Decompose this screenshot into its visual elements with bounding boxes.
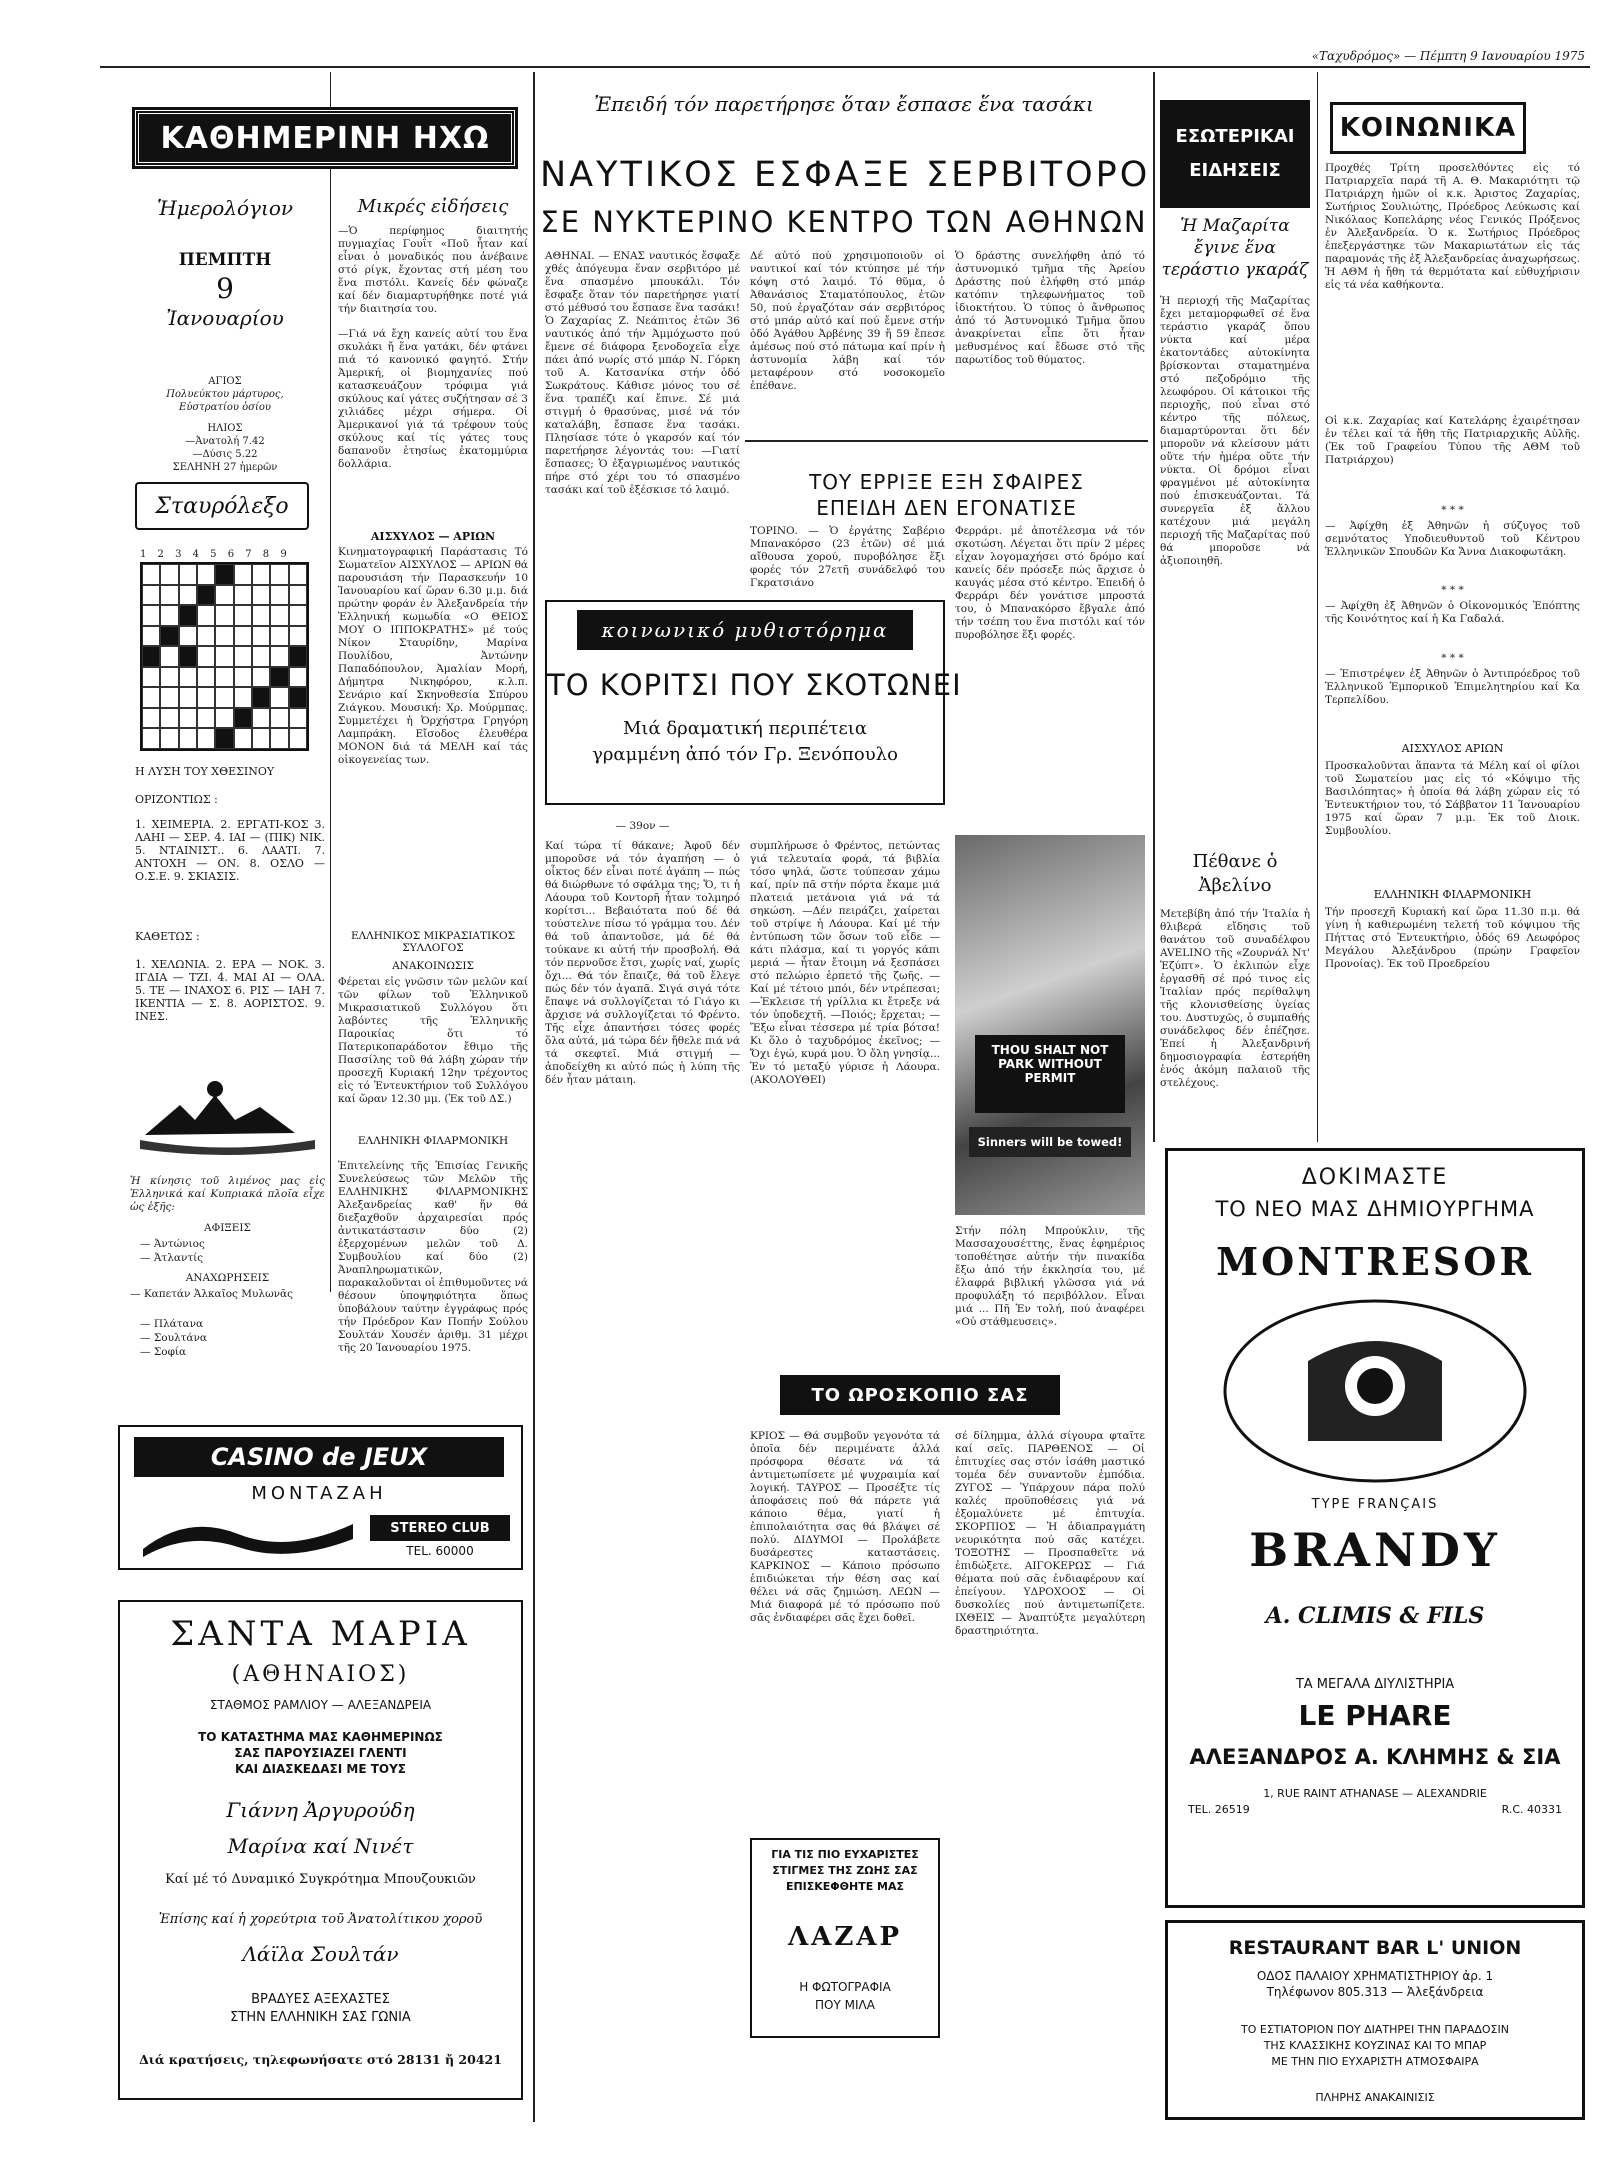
- union-footer: ΠΛΗΡΗΣ ΑΝΑΚΑΙΝΙΣΙΣ: [1315, 2091, 1435, 2104]
- crossword-cell[interactable]: [252, 708, 270, 729]
- social-separator: * * *: [1441, 652, 1464, 664]
- brandy-distillery: ΤΑ ΜΕΓΑΛΑ ΔΙΥΛΙΣΤΗΡΙΑ: [1295, 1677, 1455, 1692]
- crossword-cell[interactable]: [252, 626, 270, 647]
- crossword-cell[interactable]: [179, 626, 197, 647]
- santa-maria-dancer: Λάϊλα Σουλτάν: [242, 1942, 399, 1966]
- serial-text: Καί τώρα τί θάκανε; Ἀφοῦ δέν μποροῦσε νά τόν ἀγαπήση — ὁ οἶκτος δέν εἶναι ποτέ ἀγάπη — πώς θά διώρθωνε τό σφάλμα της; Ὅ, τι ἡ Λάουρα τοῦ Κοντορῆ ἦταν τολμηρό κορίτσι... Βεβαιότατα πού δέ θά τούστελνε πίσω τό γράμμα του. Δέν θά τοῦ ἀπαντοῦσε, μά δέ θά τούκανε κι αὐτή τήν προσβολή. Θά τόν περνοῦσε ἔτσι, χωρίς ναί, χωρίς ὄχι... Θά τόν ἔπαιζε, θά τοῦ ἔλεγε πώς δέν τόν ἀγαπᾶ. Σιγά σιγά τότε ἔπαψε νά συλλογίζεται τό Γιάγο κι ἄρχισε νά συλλογίζεται τό Φρέντο. Τῆς εἶχε ἀπαντήσει τόσες φορές ὅλα αὐτά, μά τώρα δέν ἤθελε πιά νά τά σκεφτεῖ. Μιά στιγμή — ἀποδείχθη κι αὐτό πώς ἡ λύπη τῆς δέν ἦταν μάταιη.: [545, 840, 740, 1086]
- crossword-cell[interactable]: [234, 626, 252, 647]
- domestic-banner-line: ΕΣΩΤΕΡΙΚΑΙ: [1175, 126, 1295, 147]
- crossword-cell[interactable]: [252, 585, 270, 606]
- crossword-cell[interactable]: [270, 687, 288, 708]
- casino-ad: [118, 1425, 523, 1570]
- santa-maria-sub: (ΑΘΗΝΑΙΟΣ): [231, 1662, 410, 1687]
- sun-label: ΗΛΙΟΣ: [207, 423, 243, 434]
- crossword-cell[interactable]: [289, 564, 307, 585]
- crossword-cell[interactable]: [197, 605, 215, 626]
- lazar-line: Η ΦΩΤΟΓΡΑΦΙΑ: [799, 1980, 891, 1994]
- lion-crest-icon: [1198, 1291, 1552, 1491]
- crossword-cell[interactable]: [289, 667, 307, 688]
- down-text: 1. ΧΕΛΩΝΙΑ. 2. ΕΡΑ — ΝΟΚ. 3. ΙΓΔΙΑ — ΤΖΙ. 4. ΜΑΙ ΑΙ — ΟΛΑ. 5. ΤΕ — ΙΝΑΧΟΣ 6. ΡΙΣ — ΙΑΗ 7. ΙΚΕΝΤΙΑ — Σ. 8. ΑΟΡΙΣΤΟΣ. 9. ΙΝΕΣ.: [135, 958, 325, 1023]
- santa-maria-station: ΣΤΑΘΜΟΣ ΡΑΜΛΙΟΥ — ΑΛΕΞΑΝΔΡΕΙΑ: [209, 1698, 432, 1712]
- calendar-weekday: ΠΕΜΠΤΗ: [178, 250, 272, 270]
- santa-maria-booking: Διά κρατήσεις, τηλεφωνήσατε στό 28131 ἤ 20421: [139, 2052, 502, 2067]
- lazar-line: ΓΙΑ ΤΙΣ ΠΙΟ ΕΥΧΑΡΙΣΤΕΣ: [771, 1848, 919, 1861]
- sunset: —Δύσις 5.22: [192, 449, 258, 460]
- calendar-month: Ἰανουαρίου: [166, 306, 284, 330]
- crossword-cell[interactable]: [289, 605, 307, 626]
- photo-caption: Στήν πόλη Μπρούκλιν, τῆς Μασσαχουσέττης, ἕνας ἐφημέριος τοποθέτησε αὐτήν τήν πινακίδα ἔξω ἀπό τήν ἐκκλησία του, μέ ἐλαφρά βιβλική γλῶσσα γιά νά προφυλάξη τό περιβόλλον. Εἶναι μιά ... Πῆ Ἐν τολή, πού ἀναφέρει «Οὐ στάθμευσεις».: [955, 1225, 1145, 1328]
- crossword-cell[interactable]: [215, 564, 233, 585]
- horoscope-title: ΤΟ ΩΡΟΣΚΟΠΙΟ ΣΑΣ: [780, 1375, 1060, 1415]
- crossword-cell[interactable]: [160, 728, 178, 749]
- santa-maria-nights: ΒΡΑΔΥΕΣ ΑΞΕΧΑΣΤΕΣ: [251, 1992, 390, 2007]
- lead-headline: ΝΑΥΤΙΚΟΣ ΕΣΦΑΞΕ ΣΕΡΒΙΤΟΡΟ: [540, 155, 1151, 195]
- crossword-cell[interactable]: [252, 728, 270, 749]
- santa-maria-corner: ΣΤΗΝ ΕΛΛΗΝΙΚΗ ΣΑΣ ΓΩΝΙΑ: [230, 2010, 411, 2025]
- across-label: ΟΡΙΖΟΝΤΙΩΣ :: [135, 793, 218, 806]
- church-photo: [955, 835, 1145, 1215]
- brandy-line: ΔΟΚΙΜΑΣΤΕ: [1301, 1165, 1449, 1190]
- crossword-cell[interactable]: [142, 687, 160, 708]
- crossword-title: Σταυρόλεξο: [135, 482, 309, 530]
- news-text: —Ὁ περίφημος διαιτητής πυγμαχίας Γουΐτ «Ποῦ ἦταν καί εἶναι ὁ μοναδικός που ἀνέβαινε στό ρίγκ, ἔχοντας στή μέση του ἕνα πιστόλι. Κανείς δέν φώναζε καί δέν διαμαρτυρήθηκε ποτέ γιά τήν διαιτησία του.: [338, 225, 528, 315]
- crossword-cell[interactable]: [234, 687, 252, 708]
- union-line: ΜΕ ΤΗΝ ΠΙΟ ΕΥΧΑΡΙΣΤΗ ΑΤΜΟΣΦΑΙΡΑ: [1271, 2055, 1479, 2068]
- saint-text: Πολυεύκτου μάρτυρος, Εὐστρατίου ὁσίου: [166, 389, 284, 413]
- crossword-cell[interactable]: [197, 646, 215, 667]
- union-line: ΤΟ ΕΣΤΙΑΤΟΡΙΟΝ ΠΟΥ ΔΙΑΤΗΡΕΙ ΤΗΝ ΠΑΡΑΔΟΣΙΝ: [1241, 2023, 1509, 2036]
- crossword-cell[interactable]: [142, 564, 160, 585]
- serial-header: [545, 600, 962, 805]
- arrival-item: — Ἀντώνιος: [140, 1238, 205, 1250]
- brandy-ad: [1165, 1148, 1585, 1908]
- crossword-cell[interactable]: [252, 605, 270, 626]
- brandy-line: ΤΟ ΝΕΟ ΜΑΣ ΔΗΜΙΟΥΡΓΗΜΑ: [1215, 1197, 1535, 1221]
- social-title: ΚΟΙΝΩΝΙΚΑ: [1330, 102, 1526, 154]
- social-philharmonic-title: ΕΛΛΗΝΙΚΗ ΦΙΛΑΡΜΟΝΙΚΗ: [1373, 888, 1532, 901]
- crossword-cell[interactable]: [252, 646, 270, 667]
- crossword-cell[interactable]: [215, 646, 233, 667]
- brandy-rc: R.C. 40331: [1501, 1803, 1562, 1816]
- shooting-text: ΤΟΡΙΝΟ. — Ὁ ἐργάτης Σαβέριο Μπανακόρσο (23 ἐτῶν) σέ μιά αἴθουσα χορού, πυροβόλησε ἕξι φορές τόν 27ετῆ συνάδελφό του Γκρατσιάνο: [750, 525, 945, 589]
- crossword-cell[interactable]: [197, 687, 215, 708]
- crossword-cell[interactable]: [270, 564, 288, 585]
- brandy-maker: A. CLIMIS & FILS: [1265, 1603, 1485, 1629]
- header-rule: [100, 66, 1590, 68]
- down-label: ΚΑΘΕΤΩΣ :: [135, 930, 200, 943]
- mikrasia-text: Φέρεται εἰς γνῶσιν τῶν μελῶν καί τῶν φίλων τοῦ Ἑλληνικοῦ Μικρασιατικοῦ Συλλόγου ὅτι λαβόντες τῆς Ἑλληνικῆς Παροικίας ὅτι τό Πατερικοπαράδοτον ἔθιμο τῆς Πασσίλης τοῦ θά λάβη χώραν τήν προσεχῆ Κυριακή 12ην τρέχοντος εἰς τό Ἐντευκτήριον τοῦ Συλλόγου καί ὥραν 12.30 μμ. (Ἐκ τοῦ ΔΣ.): [338, 976, 528, 1105]
- lazar-line: ΕΠΙΣΚΕΦΘΗΤΕ ΜΑΣ: [785, 1880, 905, 1893]
- arrivals-label: ΑΦΙΞΕΙΣ: [204, 1222, 251, 1234]
- santa-maria-name: ΣΑΝΤΑ ΜΑΡΙΑ: [170, 1614, 471, 1654]
- domestic-story-title: Ἡ Μαζαρίτα ἔγινε ἕνα τεράστιο γκαράζ: [1161, 216, 1309, 280]
- crossword-cell[interactable]: [160, 646, 178, 667]
- story-rule: [745, 440, 1148, 442]
- column-rule: [1153, 72, 1155, 1142]
- crossword-cell[interactable]: [252, 687, 270, 708]
- lazar-line: ΣΤΙΓΜΕΣ ΤΗΣ ΖΩΗΣ ΣΑΣ: [772, 1864, 918, 1877]
- crossword-numbers: 1 2 3 4 5 6 7 8 9: [140, 549, 291, 560]
- domestic-story-title: Πέθανε ὁ Ἀβελίνο: [1192, 851, 1278, 896]
- shooting-headline: ΤΟΥ ΕΡΡΙΞΕ ΕΞΗ ΣΦΑΙΡΕΣ: [809, 470, 1084, 494]
- crossword-cell[interactable]: [234, 605, 252, 626]
- brandy-brand: MONTRESOR: [1216, 1239, 1534, 1284]
- union-address: ΟΔΟΣ ΠΑΛΑΙΟΥ ΧΡΗΜΑΤΙΣΤΗΡΙΟΥ ἀρ. 1: [1256, 1969, 1494, 1983]
- santa-maria-line: ΚΑΙ ΔΙΑΣΚΕΔΑΣΙ ΜΕ ΤΟΥΣ: [235, 1762, 406, 1776]
- casino-tel: TEL. 60000: [406, 1544, 474, 1558]
- departure-item: — Πλάτανα: [140, 1318, 204, 1330]
- serial-text: συμπλήρωσε ὁ Φρέντος, πετώντας γιά τελευταία φορά, τά βιβλία τόσο ψηλά, ὥστε τούπεσαν χάμω καί, πρίν πᾶ στήν πόρτα ἔκαμε μιά πλατειά μετάνοια γιά νά τά σηκώση. —Δέν πειράζει, χαίρεται τοῦ στρίψε ἡ Λάουρα. Καί μέ τήν ἐντύπωση τῶν ὅσων τοῦ εἶδε — κάτι πλάσμα, καί τι γοργός κάπι μεριά — ἦταν ἔτοιμη νά ξεσπάσει στό πελώριο ἑρπετό τῆς ζωῆς. —Καί μέ τέτοιο μπόι, δέν ντρέπεσαι; —Ἐκλεισε τή γρίλλια κι ἔτρεξε νά τόν ὑποδεχτῆ. —Ποιός; ἔρχεται; —Ἔξω εἶναι τέσσερα μέ τρία βότσα! Κι ὅλο ὁ ταχυδρόμος ἐκεῖνος; —Ὄχι ἐγώ, κυρά μου. Ὁ ὄλη γνησίᾳ... Ἐν τό μεταξύ γύρισε ἡ Λάουρα. (ΑΚΟΛΟΥΘΕΙ): [750, 840, 940, 1086]
- crossword-cell[interactable]: [215, 626, 233, 647]
- crossword-cell[interactable]: [289, 708, 307, 729]
- crossword-cell[interactable]: [160, 708, 178, 729]
- union-name: RESTAURANT BAR L' UNION: [1228, 1937, 1522, 1959]
- crossword-cell[interactable]: [289, 687, 307, 708]
- social-aischylos-title: ΑΙΣΧΥΛΟΣ ΑΡΙΩΝ: [1401, 742, 1504, 755]
- casino-name: CASINO de JEUX: [134, 1437, 504, 1477]
- port-intro: Ἡ κίνησις τοῦ λιμένος μας εἰς Ἑλληνικά καί Κυπριακά πλοῖα εἶχε ὡς ἑξῆς:: [130, 1175, 325, 1213]
- social-text: Οἱ κ.κ. Ζαχαρίας καί Κατελάρης ἐχαιρέτησαν ἐν τέλει καί τά ἤθη τῆς Πατριαρχικῆς Αὐλῆς. (Ἐκ τοῦ Γραφείου Τύπου τῆς ΑΘΜ τοῦ Πατριάρχου): [1325, 415, 1580, 466]
- departures-label: ΑΝΑΧΩΡΗΣΕΙΣ: [185, 1272, 270, 1284]
- casino-place: MONTAZAH: [251, 1483, 387, 1504]
- crossword-cell[interactable]: [160, 564, 178, 585]
- santa-maria-dance: Ἐπίσης καί ἡ χορεύτρια τοῦ Ἀνατολίτικου χοροῦ: [158, 1912, 483, 1927]
- social-text: — Ἐπιστρέψεν ἐξ Ἀθηνῶν ὁ Ἀντιπρόεδρος τοῦ Ἑλληνικοῦ Ἐμπορικοῦ Ἐπιμελητηρίου καί Κα Τερπελίδου.: [1325, 668, 1580, 706]
- crossword-cell[interactable]: [289, 728, 307, 749]
- santa-maria-line: ΣΑΣ ΠΑΡΟΥΣΙΑΖΕΙ ΓΛΕΝΤΙ: [234, 1746, 407, 1760]
- santa-maria-line: ΤΟ ΚΑΤΑΣΤΗΜΑ ΜΑΣ ΚΑΘΗΜΕΡΙΝΩΣ: [198, 1730, 443, 1744]
- crossword-cell[interactable]: [179, 585, 197, 606]
- lead-text: ΑΘΗΝΑΙ. — ΕΝΑΣ ναυτικός ἔσφαξε χθές ἀπόγευμα ἕναν σερβιτόρο μέ ἕνα σπασμένο μπουκάλι. Τόν ἔσφαξε ὅταν τόν παρετήρησε γιατί στό μέθυσό του ἔσπασε ἕνα τασάκι! Ὁ Ζαχαρίας Ζ. Νεάπιτος ἐτῶν 36 ναυτικός ἀπό τήν Ἀμμόχωστο πού ἔμενε σέ διάφορα ξενοδοχεῖα εἶχε πάει ἀπό νωρίς στό μπάρ Ν. Γόρκη τοῦ Α. Κατσανίκα στήν ὁδό Σωκράτους. Κάθισε μόνος του σέ ἕνα τραπέζι καί ἔπινε. Σέ μιά στιγμή ὁ θρασύνας, μισέ νά τόν καταλάβη, ἔσπασε ἕνα τασάκι. Πλησίασε τότε ὁ γκαρσόν καί τόν παρετήρησε λέγοντάς του: —Γιατί ἔσπασες; Ὁ ἐξαγριωμένος ναυτικός πήρε στό χέρι του τό σπασμένο τασάκι καί τοῦ ἐξέσκισε τό λαιμό.: [545, 250, 740, 496]
- lead-kicker: Ἐπειδή τόν παρετήρησε ὅταν ἔσπασε ἕνα τασάκι: [594, 92, 1094, 116]
- brandy-address: 1, RUE RAINT ATHANASE — ALEXANDRIE: [1263, 1787, 1487, 1800]
- moon-phase: ΣΕΛΗΝΗ 27 ἡμερῶν: [172, 462, 278, 473]
- crossword-cell[interactable]: [142, 708, 160, 729]
- brandy-le-phare: LE PHARE: [1298, 1699, 1452, 1732]
- paper-date: «Ταχυδρόμος» — Πέμπτη 9 Ιανουαρίου 1975: [1311, 50, 1585, 63]
- domestic-story-text: Ἡ περιοχή τῆς Μαζαρίτας ἔχει μεταμορφωθεῖ σέ ἕνα τεράστιο γκαράζ ὅπου νύκτα καί μέρα ἑκατοντάδες αὐτοκίνητα βρίσκονται σταματημένα στό πεζοδρόμιο τῆς λεωφόρου. Οἱ κάτοικοι τῆς περιοχῆς, πού εἶναι στό κέντρο τῆς πόλεως, διαμαρτύρονται ὅτι δέν μποροῦν νά κλείσουν μάτι οὔτε τήν ἡμέρα οὔτε τήν νύκτα. Οἱ δρόμοι εἶναι φραγμένοι μέ αὐτοκίνητα πού ἐπισκευάζονται. Τά συνεργεῖα ἐξ ἄλλου κατέχουν μιά μεγάλη περιοχή τῆς Μαζαρίτας πού θά μποροῦσε νά ἀξιοποιηθῆ.: [1160, 295, 1310, 567]
- crossword-cell[interactable]: [215, 585, 233, 606]
- crossword-cell[interactable]: [215, 708, 233, 729]
- sunrise: —Ἀνατολή 7.42: [185, 436, 265, 447]
- crossword-cell[interactable]: [197, 708, 215, 729]
- crossword-cell[interactable]: [234, 728, 252, 749]
- crossword-cell[interactable]: [289, 626, 307, 647]
- parking-sign: THOU SHALT NOT PARK WITHOUT PERMIT: [975, 1035, 1125, 1113]
- ship-icon: [135, 1065, 320, 1160]
- philharmonic-text: Ἐπιτελείνης τῆς Ἐπισίας Γενικῆς Συνελεύσεως τῶν Μελῶν τῆς ΕΛΛΗΝΙΚΗΣ ΦΙΛΑΡΜΟΝΙΚΗΣ Ἀλεξανδρείας καθ' ἥν θά διεξαχθοῦν ἀρχαιρεσίαι πρός ἀντικατάστασιν δύο (2) ἐξερχομένων μελῶν τοῦ Δ. Συμβουλίου καί δύο (2) Ἀναπληρωματικῶν, παρακαλοῦνται οἱ ἐπιθυμοῦντες νά θέσουν ὑποψηφιότητα ὅπως ὑποβάλουν ταύτην ἐγγράφως πρός τήν Πρόεδρον Καν Ποπήν Σούλου Σουλτάν Χουσέν ἀριθμ. 31 μέχρι τῆς 20 Ἰανουαρίου 1975.: [338, 1160, 528, 1354]
- lead-text: Ὁ δράστης συνελήφθη ἀπό τό ἀστυνομικό τμῆμα τῆς Ἀρείου Δράστης πού ἐλήφθη στό μπάρ κατόπιν τηλεφωνήματος τοῦ ἰδιοκτήτου. Ὁ τύπος ὁ ἄνθρωπος ἀπό τό Ἀστυνομικό Τμῆμα ὅπου ἀνακρίνεται εἶπε ὅτι ἦταν μεθυσμένος καί ἔδωσε στό τῆς παρωτίδος τοῦ θύματος.: [955, 250, 1145, 366]
- lead-headline: ΣΕ ΝΥΚΤΕΡΙΝΟ ΚΕΝΤΡΟ ΤΩΝ ΑΘΗΝΩΝ: [540, 205, 1148, 239]
- crossword-cell[interactable]: [179, 728, 197, 749]
- saint-label: ΑΓΙΟΣ: [208, 376, 242, 387]
- crossword-cell[interactable]: [179, 605, 197, 626]
- crossword-cell[interactable]: [234, 646, 252, 667]
- serial-subtitle: Μιά δραματική περιπέτεια: [622, 718, 867, 739]
- shooting-text: Φερράρι. μέ ἀποτέλεσμα νά τόν σκοτώση. Λέγεται ὅτι πρίν 2 μέρες εἶχαν λογομαχήσει στό δρόμο καί κανείς δέν πρόσεξε πώς ἄρχισε ὁ καυγάς μέσα στό κέντρο. Ἐπειδή ὁ Φερράρι δέν γονάτισε μπροστά του, ὁ Μπανακόρσο ἔβγαλε ἀπό τήν τσέπη του ἕνα πιστόλι καί τόν πυροβόλησε ἕξι φορές.: [955, 525, 1145, 641]
- union-line: ΤΗΣ ΚΛΑΣΣΙΚΗΣ ΚΟΥΖΙΝΑΣ ΚΑΙ ΤΟ ΜΠΑΡ: [1263, 2039, 1487, 2052]
- crossword-cell[interactable]: [142, 646, 160, 667]
- crossword-cell[interactable]: [289, 585, 307, 606]
- crossword-cell[interactable]: [270, 585, 288, 606]
- crossword-cell[interactable]: [179, 687, 197, 708]
- mikrasia-title: ΕΛΛΗΝΙΚΟΣ ΜΙΚΡΑΣΙΑΤΙΚΟΣ ΣΥΛΛΟΓΟΣ: [350, 930, 516, 954]
- serial-title: ΤΟ ΚΟΡΙΤΣΙ ΠΟΥ ΣΚΟΤΩΝΕΙ: [547, 668, 962, 702]
- domestic-story-text: Μετεβίβη ἀπό τήν Ἰταλία ἡ θλιβερά εἴδησις τοῦ θανάτου τοῦ συναδέλφου AVELINO τῆς «Ζουρνάλ Ντ' Ἐζύπτ». Ὁ ἐκλιπών εἶχε ἐργασθῆ σέ πρό τινος εἰς Ἰταλίαν πρός περίθαλψη τῆς κλονισθείσης ὑγείας του. Δυστυχῶς, ὁ συμπαθής συνάδελφος δέν ἐπέζησε. Ἐπεί ἡ Ἀλεξανδρινή δημοσιογραφία ἐστερήθη ἑνός ἀκόμη παλαιοῦ τῆς στελέχους.: [1160, 908, 1310, 1089]
- brandy-tel: TEL. 26519: [1188, 1803, 1250, 1816]
- crossword-cell[interactable]: [252, 667, 270, 688]
- crossword-cell[interactable]: [142, 626, 160, 647]
- crossword-cell[interactable]: [215, 605, 233, 626]
- crossword-cell[interactable]: [252, 564, 270, 585]
- crossword-cell[interactable]: [197, 564, 215, 585]
- social-text: — Ἀφίχθη ἐξ Ἀθηνῶν ἡ σύζυγος τοῦ σεμνότατος Υποδιευθυντοῦ τοῦ Κέντρου Ἑλληνικῶν Σπουδῶν Κα Ἄννα Διακοφωτάκη.: [1325, 520, 1580, 558]
- crossword-cell[interactable]: [160, 687, 178, 708]
- serial-subtitle: γραμμένη ἀπό τόν Γρ. Ξενόπουλο: [592, 744, 898, 765]
- crossword-grid[interactable]: [140, 562, 309, 751]
- horoscope-text: σέ δίλημμα, ἀλλά σίγουρα φταῖτε καί σεῖς. ΠΑΡΘΕΝΟΣ — Οἱ ἐπιτυχίες σας στόν ἰσάθη μαστικό τομέα δέν συναντοῦν ἐμπόδια. ΖΥΓΟΣ — Ὑπάρχουν πάρα πολύ καλές προϋποθέσεις γιά νά ἐξομαλύνετε μέ ἐπιτυχία. ΣΚΟΡΠΙΟΣ — Ἡ ἀδιαπραγμάτη νευρικότητα πού σᾶς κατέχει. ΤΟΞΟΤΗΣ — Προσπαθεῖτε νά ἐπιδώξετε. ΑΙΓΟΚΕΡΩΣ — Γιά θέματα πού σᾶς ἐνδιαφέρουν καί ἐπείγουν. ΥΔΡΟΧΟΟΣ — Οἱ δυσκολίες πού ἀντιμετωπίζετε. ΙΧΘΕΙΣ — Ἀναπτύξτε μεγαλύτερη δραστηριότητα.: [955, 1430, 1145, 1637]
- crossword-cell[interactable]: [234, 708, 252, 729]
- brandy-type: TYPE FRANÇAIS: [1311, 1497, 1439, 1512]
- crossword-cell[interactable]: [289, 646, 307, 667]
- crossword-cell[interactable]: [215, 687, 233, 708]
- brandy-owner: ΑΛΕΞΑΝΔΡΟΣ Α. ΚΛΗΜΗΣ & ΣΙΑ: [1189, 1745, 1561, 1769]
- crossword-cell[interactable]: [270, 667, 288, 688]
- crossword-cell[interactable]: [215, 667, 233, 688]
- crossword-cell[interactable]: [197, 626, 215, 647]
- across-text: 1. ΧΕΙΜΕΡΙΑ. 2. ΕΡΓΑΤΙ-ΚΟΣ 3. ΛΑΗΙ — ΣΕΡ. 4. ΙΑΙ — (ΠΙΚ) ΝΙΚ. 5. ΝΤΑΙΝΙΣΤ.. 6. ΛΑΑΤΙ. 7. ΑΝΤΟΧΗ — ΟΝ. 8. ΟΣΛΟ — Ο.Σ.Ε. 9. ΣΚΙΑΣΙΣ.: [135, 818, 325, 883]
- dancer-icon: [138, 1509, 358, 1559]
- crossword-cell[interactable]: [234, 564, 252, 585]
- social-text: Προχθές Τρίτη προσελθόντες εἰς τό Πατριαρχεῖα παρά τῆ Α. Θ. Μακαριότητι τῷ Πατριάρχη ἡμῶν οἱ κ.κ. Ἀριστος Ζαχαρίας, Σωτήριος Σουλιώτης, Πρόεδρος Λεύκωσις καί Νικόλαος Κοπελάρης νέος Γενικός Πρόξενος ἐν Ἀλεξανδρεία. Ὁ κ. Σωτήριος Πρόεδρος ἐπεξεργάστηκε τῶν Μακαριωτάτων εἰς τάς παραμονάς τῆς ἐξ Ἀλεξανδρείας ἀναχωρήσεως. Ἡ ΑΘΜ ἡ ἤθη τά θερμότατα καί εὐθυχήρισιν εἰς τά νέα καθήκοντα.: [1325, 162, 1580, 291]
- lazar-line: ΠΟΥ ΜΙΛΑ: [815, 1998, 875, 2012]
- serial-banner: κοινωνικό μυθιστόρημα: [577, 610, 913, 650]
- domestic-banner: [1160, 100, 1310, 208]
- crossword-cell[interactable]: [270, 626, 288, 647]
- crossword-cell[interactable]: [179, 667, 197, 688]
- crossword-cell[interactable]: [179, 564, 197, 585]
- news-title: Μικρές εἰδήσεις: [357, 196, 509, 217]
- brandy-product: BRANDY: [1249, 1523, 1501, 1577]
- social-separator: * * *: [1441, 504, 1464, 516]
- lazar-name: ΛΑΖΑΡ: [787, 1922, 903, 1952]
- solution-title: Η ΛΥΣΗ ΤΟΥ ΧΘΕΣΙΝΟΥ: [135, 765, 275, 778]
- crossword-cell[interactable]: [234, 667, 252, 688]
- social-separator: * * *: [1441, 584, 1464, 596]
- masthead: ΚΑΘΗΜΕΡΙΝΗ ΗΧΩ: [135, 110, 515, 166]
- departure-item: — Σουλτάνα: [140, 1332, 207, 1344]
- crossword-cell[interactable]: [160, 626, 178, 647]
- shooting-headline: ΕΠΕΙΔΗ ΔΕΝ ΕΓΟΝΑΤΙΣΕ: [816, 496, 1077, 520]
- crossword-cell[interactable]: [197, 585, 215, 606]
- santa-maria-ad: [118, 1600, 523, 2100]
- santa-maria-band: Καί μέ τό Δυναμικό Συγκρότημα Μπουζουκιῶν: [165, 1872, 476, 1887]
- column-rule: [533, 72, 535, 2122]
- crossword-cell[interactable]: [142, 585, 160, 606]
- departure-item: — Σοφία: [140, 1346, 187, 1358]
- column-rule: [330, 72, 331, 1292]
- stereo-club: STEREO CLUB: [370, 1515, 510, 1541]
- arrival-item: — Ἀτλαντίς: [140, 1252, 204, 1264]
- crossword-cell[interactable]: [179, 646, 197, 667]
- crossword-cell[interactable]: [197, 728, 215, 749]
- crossword-cell[interactable]: [234, 585, 252, 606]
- social-text: — Ἀφίχθη ἐξ Ἀθηνῶν ὁ Οἰκονομικός Ἐπόπτης τῆς Κοινότητος καί ἡ Κα Γαδαλά.: [1325, 600, 1580, 625]
- lazar-ad: [750, 1838, 940, 2038]
- towed-sign: Sinners will be towed!: [969, 1127, 1131, 1157]
- philharmonic-title: ΕΛΛΗΝΙΚΗ ΦΙΛΑΡΜΟΝΙΚΗ: [357, 1135, 509, 1147]
- lead-text: Δέ αὐτό πού χρησιμοποιοῦν οἱ ναυτικοί καί τόν κτύπησε μέ τήν κόψη στό λαιμό. Τό θῦμα, ὁ Ἀθανάσιος Σταματόπουλος, ἐτῶν 50, πού ἐργαζόταν σάν σερβιτόρος στό μπάρ αὐτό καί πού ἔμενε στήν ὁδό Ἀγάθου Ἀρβένης 39 ἤ 59 ἔπεσε ἀμέσως πού στό πάτωμα καί πρίν ἡ ἀστυνομία λάβη καί τόν μεταφέρουν στό νοσοκομεῖο ἐπέθανε.: [750, 250, 945, 392]
- crossword-cell[interactable]: [270, 708, 288, 729]
- crossword-cell[interactable]: [142, 667, 160, 688]
- news-text: —Γιά νά ἔχη κανείς αὐτί του ἕνα σκυλάκι ἤ ἕνα γατάκι, δέν φτάνει πιά τό κανονικό φαγητό. Στήν Ἀμερική, οἱ βιομηχανίες πού κατασκευάζουν τρόφιμα γιά σκύλους καί γάτες συζήτησαν σέ 3 χιλιάδες μέχρι σήμερα. Οἱ Ἀμερικανοί γιά τά τρέφουν τούς σκύλους καί τίς γάτες τους δαπανοῦν ἑτησίως ἑκατομμύρια δολλάρια.: [338, 328, 528, 470]
- union-phone: Τηλέφωνον 805.313 — Ἀλεξάνδρεια: [1266, 1985, 1484, 1999]
- crossword-cell[interactable]: [142, 605, 160, 626]
- departure-item: — Καπετάν Ἀλκαῖος Μυλωνᾶς: [130, 1288, 293, 1300]
- crossword-cell[interactable]: [179, 708, 197, 729]
- crossword-cell[interactable]: [270, 646, 288, 667]
- social-philharmonic-text: Τήν προσεχῆ Κυριακή καί ὥρα 11.30 π.μ. θά γίνη ἡ καθιερωμένη τελετή τοῦ κόψιμου τῆς Πήττας στό Ἐντευκτήριο, ὁδός 69 Λεωφόρος Μεγάλου Ἀλεξάνδρου (πρώην Γραφεῖον Προνοίας). Ἐκ τοῦ Προεδρείου: [1325, 906, 1580, 970]
- horoscope-text: ΚΡΙΟΣ — Θά συμβοῦν γεγονότα τά ὁποῖα δέν περιμένατε ἀλλά πρόσφορα θέσατε νά τά ἀντιμετωπίσετε μέ ψυχραιμία καί λογική. ΤΑΥΡΟΣ — Προσέξτε τίς ἀποφάσεις πού θά πάρετε γιά κάποιο θέμα, γιατί ἡ ἐπιπολαιότητα σας θά βλάψει σέ πολύ. ΔΙΔΥΜΟΙ — Προλάβετε δυσάρεστες καταστάσεις. ΚΑΡΚΙΝΟΣ — Κάποιο πρόσωπο ἐπιδιώκεται τήν θέση σας καί θέλει νά σᾶς ζημιώση. ΛΕΩΝ — Μιά διαφορά μέ τό πρόσωπο πού σᾶς ἐνδιαφέρει σᾶς ἔχει δοθεῖ.: [750, 1430, 940, 1624]
- crossword-cell[interactable]: [270, 605, 288, 626]
- crossword-cell[interactable]: [160, 667, 178, 688]
- aischylos-title: ΑΙΣΧΥΛΟΣ — ΑΡΙΩΝ: [370, 530, 496, 543]
- union-ad: [1165, 1920, 1585, 2120]
- crossword-cell[interactable]: [160, 585, 178, 606]
- column-rule: [1317, 72, 1318, 1142]
- crossword-cell[interactable]: [160, 605, 178, 626]
- crossword-cell[interactable]: [270, 728, 288, 749]
- domestic-banner-line: ΕΙΔΗΣΕΙΣ: [1189, 160, 1281, 181]
- calendar-day: 9: [216, 272, 234, 305]
- santa-maria-artist: Μαρίνα καί Νινέτ: [227, 1834, 414, 1858]
- social-aischylos-text: Προσκαλοῦνται ἅπαντα τά Μέλη καί οἱ φίλοι τοῦ Σωματείου μας εἰς τό «Κόψιμο τῆς Βασιλόπητας» ἡ ὁποία θά λάβη χώραν εἰς τό Ἐντευκτήριον του, τό Σάββατον 11 Ἰανουαρίου 1975 καί ὥραν 7 μ.μ. Ἐκ τοῦ Διοικ. Συμβουλίου.: [1325, 760, 1580, 837]
- calendar-title: Ἡμερολόγιον: [156, 196, 294, 220]
- announcement-label: ΑΝΑΚΟΙΝΩΣΙΣ: [392, 960, 474, 972]
- serial-episode: — 39ον —: [615, 820, 670, 832]
- crossword-cell[interactable]: [197, 667, 215, 688]
- aischylos-text: Κινηματογραφική Παράστασις Τό Σωματεῖον ΑΙΣΧΥΛΟΣ — ΑΡΙΩΝ θά παρουσιάση τήν Παρασκευήν 10 Ἰανουαρίου καί ὥραν 6.30 μ.μ. διά πρώτην φοράν ἐν Ἀλεξανδρεία τήν Ἑλληνική κωμωδία «Ο ΘΕΙΟΣ ΜΟΥ Ο ΙΠΠΟΚΡΑΤΗΣ» μέ τούς Νίκον Σταυρίδην, Μαρίνα Πουλίδου, Ἀντώνην Παπαδόπουλον, Ἀμαλίαν Μορή, Δήμητρα Νικηφόρου, κ.λ.π. Σενάριο καί Σκηνοθεσία Σπύρου Ζιάγκου. Μουσική: Χρ. Μούρμπας. Συμμετέχει ἡ Ὀρχήστρα Γρηγόρη Λαμπράκη. Εἴσοδος ἐλευθέρα ΜΟΝΟΝ διά τά ΜΕΛΗ καί τάς οἰκογενείας των.: [338, 546, 528, 766]
- crossword-cell[interactable]: [215, 728, 233, 749]
- crossword-cell[interactable]: [142, 728, 160, 749]
- santa-maria-artist: Γιάννη Ἀργυρούδη: [226, 1798, 415, 1822]
